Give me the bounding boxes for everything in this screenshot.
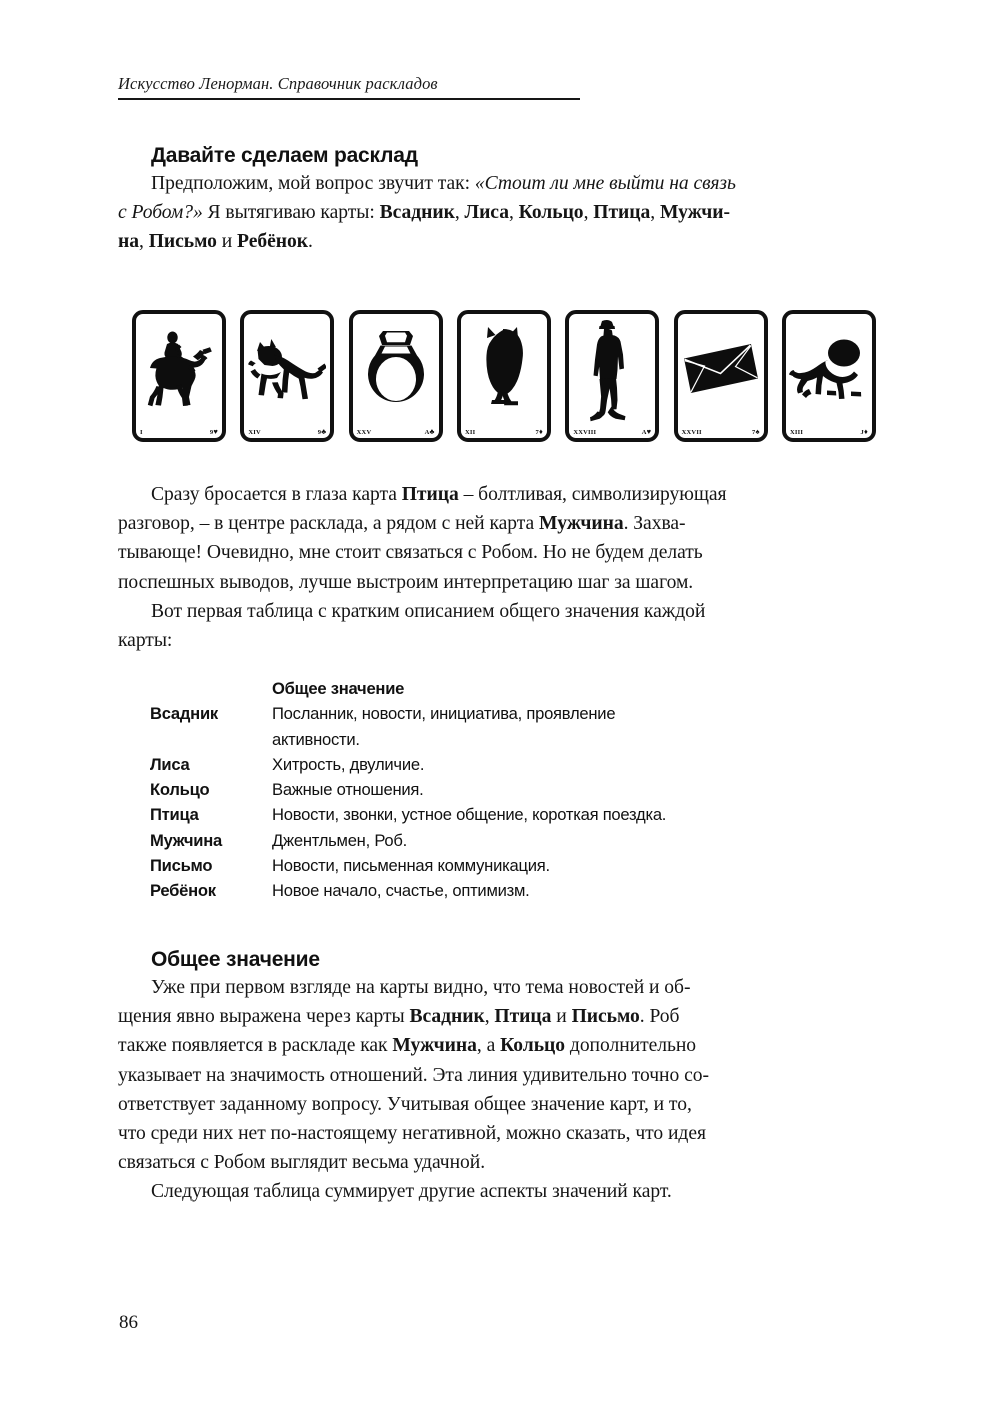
ref-ring: Кольцо <box>500 1035 566 1057</box>
general-line-4: указывает на значимость отношений. Эта линия удивительно точно со- <box>118 1064 709 1086</box>
paragraph-general <box>118 973 882 1177</box>
paragraph-closing: Следующая таблица суммирует другие аспекты значений карт. <box>151 1181 672 1203</box>
card-ref-man-cont: на <box>118 231 139 253</box>
row-card-name: Всадник <box>150 704 218 724</box>
card-ref-man: Мужчи- <box>659 202 731 224</box>
card-rider[interactable] <box>132 310 226 442</box>
card-ref-rider: Всадник <box>379 202 455 224</box>
row-card-meaning: Новости, звонки, устное общение, короткая поездка. <box>272 805 667 825</box>
row-card-meaning: Новости, письменная коммуникация. <box>272 856 550 876</box>
intro-line-2 <box>118 198 882 227</box>
general-line-5: ответствует заданному вопросу. Учитывая общее значение карт, и то, <box>118 1093 692 1115</box>
ref-bird-2: Птица <box>494 1006 552 1028</box>
card-child-suit: ♦ <box>863 426 868 436</box>
table-header-row <box>150 676 870 701</box>
man-icon <box>569 319 655 420</box>
general-line-6: что среди них нет по-настоящему негативной, можно сказать, что идея <box>118 1123 706 1145</box>
analysis-line-1 <box>118 480 882 509</box>
analysis-line-2c: . Захва- <box>623 513 686 535</box>
card-fox-numeral: XIV <box>248 428 261 436</box>
table-row <box>150 828 870 853</box>
running-head <box>118 74 580 100</box>
card-letter-suit: ♠ <box>755 426 760 436</box>
table-row <box>150 853 870 878</box>
analysis-block <box>118 480 882 655</box>
card-ring[interactable] <box>349 310 443 442</box>
card-letter[interactable] <box>674 310 768 442</box>
analysis-line-4: поспешных выводов, лучше выстроим интерпретацию шаг за шагом. <box>118 571 694 593</box>
card-fox-suit: ♣ <box>321 426 327 436</box>
row-card-meaning-cont: активности. <box>272 729 360 749</box>
card-bird[interactable] <box>457 310 551 442</box>
card-ref-fox: Лиса <box>464 202 509 224</box>
card-meaning-table <box>150 676 870 904</box>
row-card-name: Кольцо <box>150 780 210 800</box>
table-row <box>150 701 870 752</box>
table-header-meaning: Общее значение <box>272 679 405 698</box>
ref-man: Мужчина <box>539 513 624 535</box>
card-fox-rank: 9♣ <box>317 426 327 436</box>
card-ref-child: Ребёнок <box>237 231 308 253</box>
table-lead-line-2: карты: <box>118 630 173 652</box>
intro-line-1 <box>118 169 882 198</box>
card-man-suit: ♥ <box>646 426 652 436</box>
analysis-line-3: тывающе! Очевидно, мне стоит связаться с Робом. Но не будем делать <box>118 542 703 564</box>
intro-line-2a: с Робом?» <box>118 202 203 224</box>
ref-bird: Птица <box>401 484 459 505</box>
ref-letter: Письмо <box>571 1006 640 1028</box>
envelope-icon <box>678 319 764 420</box>
intro-line-3 <box>118 227 882 256</box>
card-ref-letter: Письмо <box>148 231 217 253</box>
intro-line-1b: «Стоит ли мне выйти на связь <box>474 173 736 194</box>
ref-rider: Всадник <box>409 1006 485 1028</box>
row-card-name: Письмо <box>150 856 213 876</box>
table-row <box>150 777 870 802</box>
card-child-rank: J♦ <box>860 426 868 436</box>
card-rider-suit: ♥ <box>213 426 218 436</box>
card-man-rank: A♥ <box>641 426 652 436</box>
child-icon <box>786 319 872 420</box>
table-row <box>150 878 870 903</box>
card-man-numeral: XXVIII <box>573 428 597 436</box>
card-fox[interactable] <box>240 310 334 442</box>
row-card-name: Лиса <box>150 754 190 774</box>
card-rider-rank: 9♥ <box>209 426 218 436</box>
paragraph-table-lead <box>118 597 882 655</box>
table-row <box>150 802 870 827</box>
conj-and: и <box>216 231 238 253</box>
row-card-name: Мужчина <box>150 830 222 850</box>
row-card-meaning: Хитрость, двуличие. <box>272 754 425 774</box>
heading-general-meaning: Общее значение <box>151 948 320 971</box>
card-bird-rank: 7♦ <box>535 426 543 436</box>
row-card-meaning: Джентльмен, Роб. <box>272 830 407 850</box>
card-man[interactable] <box>565 310 659 442</box>
analysis-line-1a: Сразу бросается в глаза карта <box>151 484 402 505</box>
table-lead-line-1: Вот первая таблица с кратким описанием общего значения каждой <box>151 600 706 622</box>
table-row <box>150 752 870 777</box>
row-card-name: Ребёнок <box>150 881 216 901</box>
card-letter-rank: 7♠ <box>752 426 760 436</box>
analysis-line-2a: разговор, – в центре расклада, а рядом с ней карта <box>118 513 540 535</box>
row-card-meaning: Новое начало, счастье, оптимизм. <box>272 881 530 901</box>
card-spread <box>132 310 876 442</box>
card-child-numeral: XIII <box>789 428 804 436</box>
sep-1: , <box>454 202 465 224</box>
row-card-meaning: Важные отношения. <box>272 780 424 800</box>
card-ref-ring: Кольцо <box>518 202 584 224</box>
running-head-rule <box>118 98 580 100</box>
card-bird-suit: ♦ <box>538 426 543 436</box>
intro-line-1a: Предположим, мой вопрос звучит так: <box>151 173 475 194</box>
fox-icon <box>244 319 330 420</box>
general-line-1: Уже при первом взгляде на карты видно, что тема новостей и об- <box>151 977 691 998</box>
running-head-text: Искусство Ленорман. Справочник раскладов <box>118 74 438 93</box>
card-ref-bird: Птица <box>593 202 651 224</box>
sep-3: , <box>583 202 594 224</box>
page-number: 86 <box>119 1312 138 1333</box>
card-ring-numeral: XXV <box>356 428 372 436</box>
sep-2: , <box>508 202 519 224</box>
card-bird-numeral: XII <box>464 428 476 436</box>
ref-man-2: Мужчина <box>392 1035 477 1057</box>
paragraph-intro <box>118 169 882 257</box>
intro-block <box>118 144 882 257</box>
rider-icon <box>136 319 222 420</box>
paragraph-analysis <box>118 480 882 597</box>
row-card-name: Птица <box>150 805 199 825</box>
card-ring-rank: A♣ <box>424 426 435 436</box>
row-card-meaning: Посланник, новости, инициатива, проявление активности. <box>272 701 870 752</box>
general-line-7: связаться с Робом выглядит весьма удачной. <box>118 1152 486 1174</box>
card-child[interactable] <box>782 310 876 442</box>
analysis-line-2 <box>118 509 882 538</box>
intro-line-2b: Я вытягиваю карты: <box>202 202 380 224</box>
sep-4: , <box>650 202 660 224</box>
period-1: . <box>307 231 313 253</box>
ring-icon <box>353 319 439 420</box>
analysis-line-1c: – болтливая, символизирующая <box>458 484 727 505</box>
general-meaning-block <box>118 948 882 1207</box>
sep-5: , <box>139 231 149 253</box>
owl-icon <box>461 319 547 420</box>
general-line-2: щения явно выражена через карты Всадник, Птица и Письмо. Роб <box>118 1006 680 1028</box>
card-rider-numeral: I <box>140 428 143 436</box>
card-letter-numeral: XXVII <box>681 428 702 436</box>
general-line-3: также появляется в раскладе как Мужчина, а Кольцо дополнительно <box>118 1035 697 1057</box>
card-ring-suit: ♣ <box>429 426 435 436</box>
heading-spread: Давайте сделаем расклад <box>151 144 418 167</box>
